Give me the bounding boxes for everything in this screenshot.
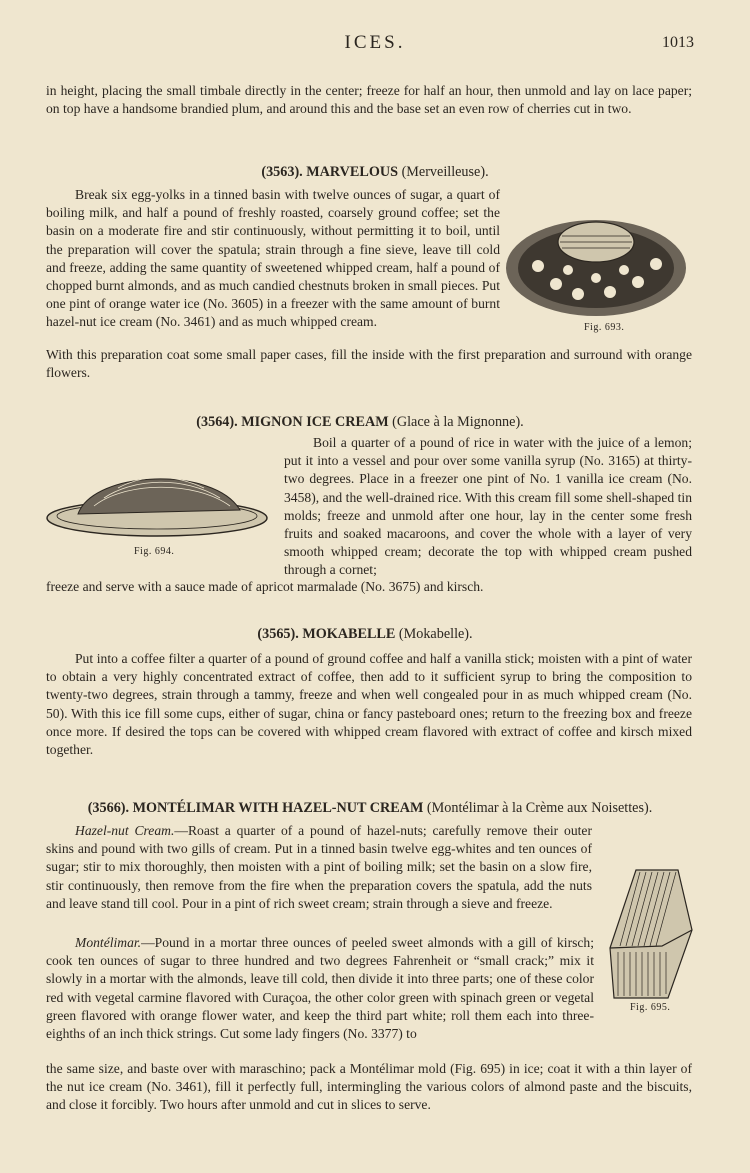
heading-subtitle: (Montélimar à la Crème aux Noisettes). xyxy=(426,800,653,816)
page-number: 1013 xyxy=(662,34,694,51)
figure-693-caption: Fig. 693. xyxy=(584,322,625,333)
paragraph-3566-montelimar-cont: the same size, and baste over with maraschino; pack a Montélimar mold (Fig. 695) in ice; coat it with a thin layer of the nut ice cream (No. 3461), fill it perfectly full, intermingling the various colors of almond paste and the biscuits, and close it forcibly. Two hours after unmold and cut in slices to serve. xyxy=(46,1061,692,1113)
figure-695-caption: Fig. 695. xyxy=(630,1002,671,1013)
paragraph-3563-lead xyxy=(46,186,692,332)
heading-subtitle: (Mokabelle). xyxy=(398,626,473,642)
heading-subtitle: (Glace à la Mignonne). xyxy=(392,414,524,430)
recipe-heading-3563 xyxy=(0,164,750,181)
recipe-heading-3564 xyxy=(0,414,720,431)
heading-subtitle: (Merveilleuse). xyxy=(401,164,489,180)
paragraph-3563-text: Break six egg-yolks in a tinned basin with twelve ounces of sugar, a quart of boiling milk, and half a pound of freshly roasted, coarsely ground coffee; set the basin on a moderate fire and stir continuously, without permitting it to boil, until the preparation will cover the spatula; strain through a fine sieve, leave till cold and freeze, adding the same quantity of sweetened whipped cream, half a pound of chopped burnt almonds, and as much candied chestnuts broken in small pieces. Put one pint of orange water ice (No. 3605) in a freezer with the same amount of burnt hazel-nut ice cream (No. 3461) and as much whipped cream. xyxy=(46,187,500,330)
heading-text: (3563). MARVELOUS xyxy=(261,164,399,180)
recipe-heading-3566 xyxy=(0,800,740,817)
running-head: ICES. xyxy=(344,32,406,53)
paragraph-3564-lead xyxy=(46,434,692,580)
paragraph-3566-montelimar-text: —Pound in a mortar three ounces of peeled sweet almonds with a gill of kirsch; cook ten ounces of sugar to three hundred and two degrees Fahrenheit or “small crack;” mix it slowly in a mortar with the almonds, leave till cold, then divide it into three parts; one of these color red with vegetal carmine flavored with Curaçoa, the other color green with spinach green or vegetal green flavored with orange flower water, and keep the third part white; roll them each into three-eighths of an inch thick strings. Cut some lady fingers (No. 3377) to xyxy=(46,935,594,1042)
recipe-heading-3565 xyxy=(0,626,730,643)
paragraph-3566-hazelnut xyxy=(46,822,692,950)
paragraph-3563-cont: With this preparation coat some small paper cases, fill the inside with the first preparation and surround with orange flowers. xyxy=(46,347,692,381)
subheading-hazelnut-cream: Hazel-nut Cream. xyxy=(75,823,175,838)
paragraph-3566-montelimar xyxy=(46,934,594,1043)
paragraph-3564-text: Boil a quarter of a pound of rice in water with the juice of a lemon; put it into a vessel and pour over some vanilla syrup (No. 3165) at thirty-two degrees. Place in a freezer one pint of No. 1 vanilla ice cream (No. 3458), and the well-drained rice. With this cream fill some shell-shaped tin molds; freeze and unmold after one hour, lay in the center some fresh fruits and soaked macaroons, and cover the whole with a layer of very smooth whipped cream; decorate the top with whipped cream pushed through a cornet; xyxy=(284,435,692,578)
paragraph-3565: Put into a coffee filter a quarter of a pound of ground coffee and half a vanilla stick; moisten with a pint of water to obtain a very highly concentrated extract of coffee, then add to it sufficient syrup to bring the composition to twenty-two degrees, strain through a tammy, freeze and when well congealed pour in as much whipped cream (No. 50). With this ice fill some cups, either of sugar, china or fancy pasteboard ones; return to the freezing box and freeze once more. If desired the tops can be covered with whipped cream flavored with extract of coffee and kirsch mixed together. xyxy=(46,651,692,758)
subheading-montelimar: Montélimar. xyxy=(75,935,142,950)
paragraph-3566-hazelnut-text: —Roast a quarter of a pound of hazel-nuts; carefully remove their outer skins and pound with two gills of cream. Put in a tinned basin twelve egg-whites and ten ounces of sugar; stir to mix thoroughly, then moisten with a pint of boiling milk; set the basin on a slow fire, stir continuously, then remove from the fire when the preparation covers the spatula, add the nuts and leave stand till cool. Pour in a pint of rich sweet cream; strain through a sieve and freeze. xyxy=(46,823,592,911)
heading-text: (3566). MONTÉLIMAR WITH HAZEL-NUT CREAM xyxy=(87,800,424,816)
paragraph-3564-cont: freeze and serve with a sauce made of apricot marmalade (No. 3675) and kirsch. xyxy=(46,579,484,594)
figure-694-caption: Fig. 694. xyxy=(134,546,175,557)
heading-text: (3565). MOKABELLE xyxy=(257,626,396,642)
heading-text: (3564). MIGNON ICE CREAM xyxy=(196,414,389,430)
intro-paragraph: in height, placing the small timbale directly in the center; freeze for half an hour, then unmold and lay on lace paper; on top have a handsome brandied plum, and around this and the base set an even row of cherries cut in two. xyxy=(46,83,692,117)
